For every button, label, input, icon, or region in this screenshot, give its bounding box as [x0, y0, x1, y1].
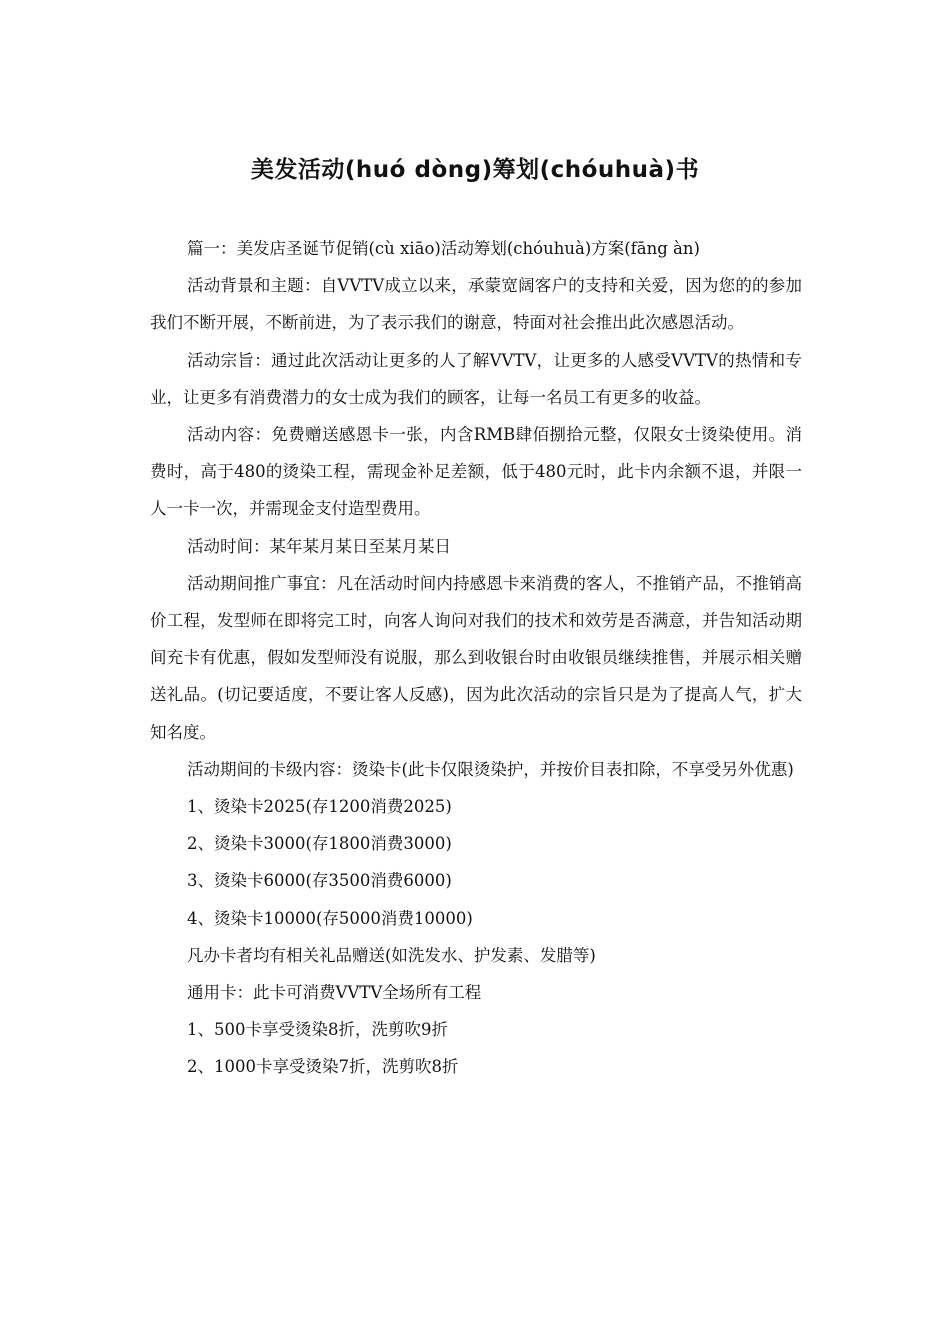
- document-title: 美发活动(huó dòng)筹划(chóuhuà)书: [250, 157, 700, 183]
- document-body: [150, 230, 802, 1086]
- list-item: 4、烫染卡10000(存5000消费10000): [187, 908, 473, 928]
- list-item: 1、500卡享受烫染8折，洗剪吹9折: [187, 1020, 448, 1040]
- paragraph-general-card: 通用卡：此卡可消费VVTV全场所有工程: [187, 983, 482, 1003]
- paragraph-gifts: 凡办卡者均有相关礼品赠送(如洗发水、护发素、发腊等): [187, 945, 596, 965]
- paragraph-purpose: 活动宗旨：通过此次活动让更多的人了解VVTV，让更多的人感受VVTV的热情和专业，让更多有消费潜力的女士成为我们的顾客，让每一名员工有更多的收益。: [150, 350, 802, 407]
- paragraph-card-levels: 活动期间的卡级内容：烫染卡(此卡仅限烫染护，并按价目表扣除，不享受另外优惠): [187, 759, 794, 779]
- paragraph-content: 活动内容：免费赠送感恩卡一张，内含RMB肆佰捌拾元整，仅限女士烫染使用。消费时，高于480的烫染工程，需现金补足差额，低于480元时，此卡内余额不退，并限一人一卡一次，并需现金支付造型费用。: [150, 425, 802, 519]
- paragraph-time: 活动时间：某年某月某日至某月某日: [187, 536, 451, 556]
- list-item: 2、烫染卡3000(存1800消费3000): [187, 834, 452, 854]
- list-item: 2、1000卡享受烫染7折，洗剪吹8折: [187, 1057, 459, 1077]
- paragraph-promotion: 活动期间推广事宜：凡在活动时间内持感恩卡来消费的客人，不推销产品，不推销高价工程，发型师在即将完工时，向客人询问对我们的技术和效劳是否满意，并告知活动期间充卡有优惠，假如发型师没有说服，那么到收银台时由收银员继续推售，并展示相关赠送礼品。(切记要适度，不要让客人反感)，因为此次活动的宗旨只是为了提高人气，扩大知名度。: [150, 573, 802, 742]
- paragraph-heading: 篇一：美发店圣诞节促销(cù xiāo)活动筹划(chóuhuà)方案(fāng àn): [187, 239, 700, 258]
- list-item: 1、烫染卡2025(存1200消费2025): [187, 797, 452, 817]
- list-item: 3、烫染卡6000(存3500消费6000): [187, 871, 452, 891]
- paragraph-background: 活动背景和主题：自VVTV成立以来，承蒙宽阔客户的支持和关爱，因为您的的参加我们不断开展，不断前进，为了表示我们的谢意，特面对社会推出此次感恩活动。: [150, 276, 802, 333]
